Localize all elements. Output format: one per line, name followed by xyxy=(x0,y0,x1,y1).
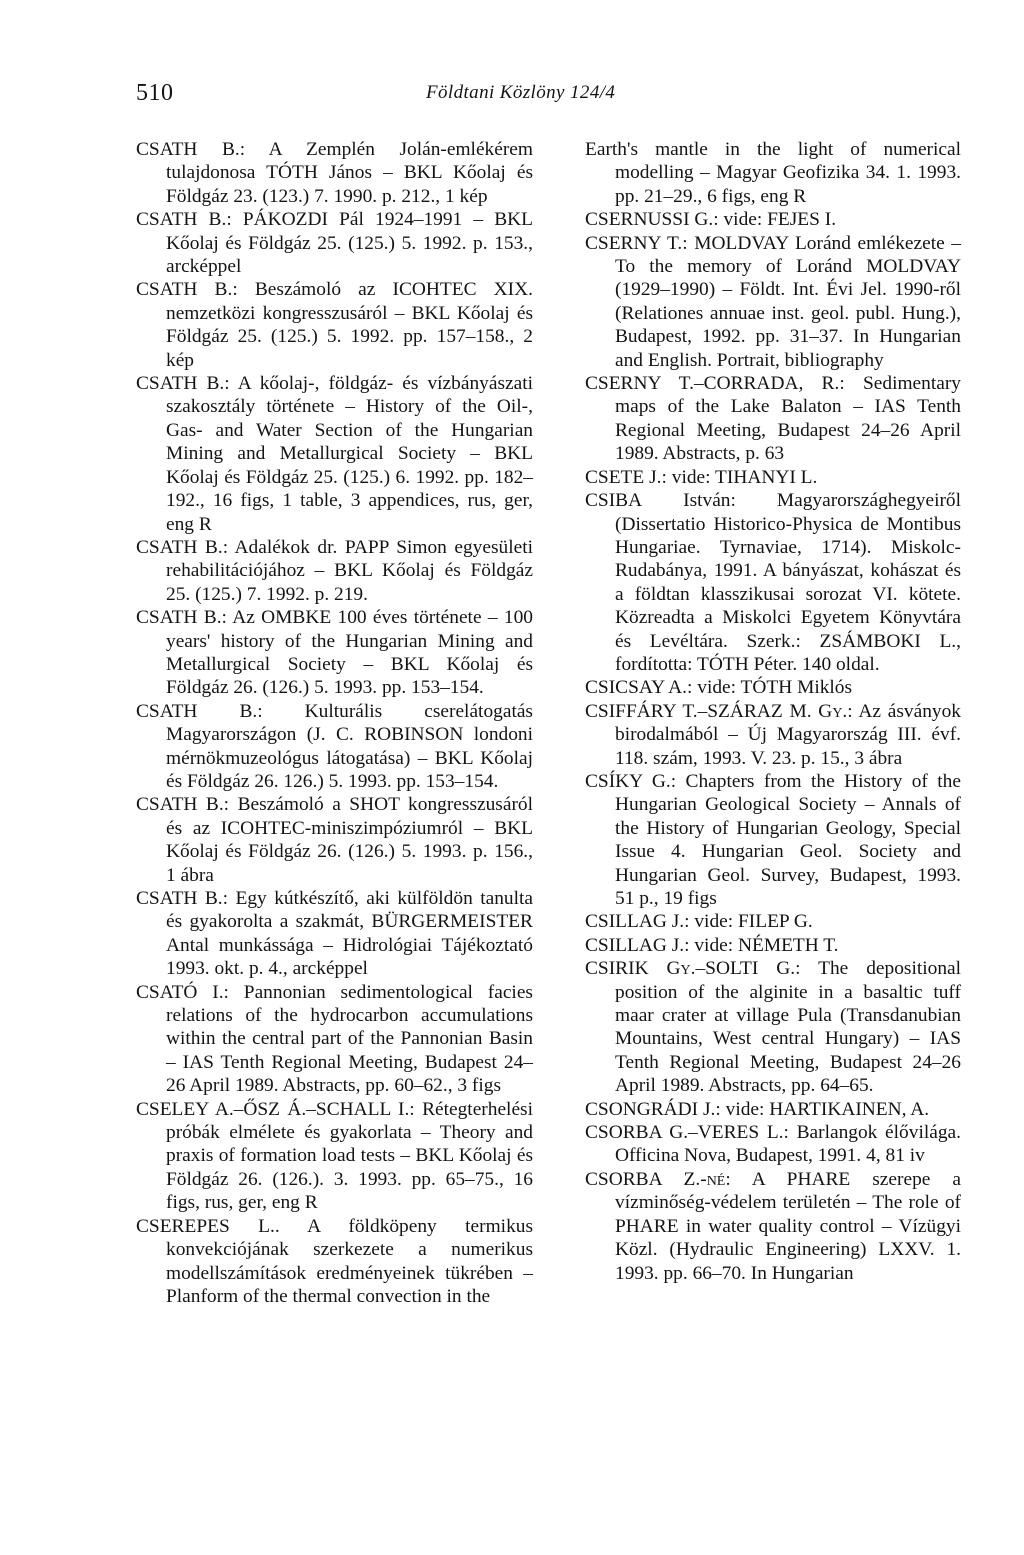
entry-text: The depositional position of the alginite in a basaltic tuff maar crater at village Pula (Transdanubian Mountains, West central Hungary) – IAS Tenth Regional Meeting, Budapest 24–26 April 1989. Abstracts, pp. 64–65. xyxy=(615,958,962,1097)
entry-text: Barlangok élővilága. Officina Nova, Budapest, 1991. 4, 81 iv xyxy=(615,1122,961,1167)
bibliography-entry xyxy=(136,887,533,981)
page-header xyxy=(0,80,1024,112)
entry-text: Beszámoló a SHOT kongresszusáról és az ICOHTEC-miniszimpóziumról – BKL Kőolaj és Földgáz 26. (126.) 5. 1993. p. 156., 1 ábra xyxy=(166,794,533,886)
bibliography-entry xyxy=(136,138,533,208)
entry-author: CSORBA G.–VERES L.: xyxy=(585,1122,789,1144)
entry-author: CSIRIK Gy.–SOLTI G.: xyxy=(585,958,801,980)
bibliography-entry xyxy=(136,793,533,887)
entry-text: Pannonian sedimentological facies relations of the hydrocarbon accumulations within the central part of the Pannonian Basin – IAS Tenth Regional Meeting, Budapest 24–26 April 1989. Abstracts, pp. 60–62., 3 figs xyxy=(166,981,533,1097)
entry-text: Adalékok dr. PAPP Simon egyesületi rehabilitációjához – BKL Kőolaj és Földgáz 25. (125.) 7. 1992. p. 219. xyxy=(166,536,533,605)
bibliography-entry xyxy=(585,770,961,910)
entry-author: CSERNY T.–CORRADA, R.: xyxy=(585,373,845,395)
entry-author: CSATH B.: xyxy=(136,373,230,395)
bibliography-entry xyxy=(585,232,961,372)
page-number: 510 xyxy=(136,80,174,106)
left-column xyxy=(136,138,533,1308)
entry-text: Earth's mantle in the light of numerical modelling – Magyar Geofizika 34. 1. 1993. pp. 21–29., 6 figs, eng R xyxy=(585,139,961,207)
entry-text: A földköpeny termikus konvekciójának szerkezete a numerikus modellszámítások eredményeinek tükrében – Planform of the thermal convection in the xyxy=(166,1215,533,1307)
entry-text: Chapters from the History of the Hungarian Geological Society – Annals of the History of Hungarian Geology, Special Issue 4. Hungarian Geol. Society and Hungarian Geol. Survey, Budapest, 1993. 51 p., 19 figs xyxy=(615,770,961,909)
entry-text: István: Magyarországhegyeiről (Dissertatio Historico-Physica de Montibus Hungariae. Tyrnaviae, 1714). Miskolc-Rudabánya, 1991. A bányászat, kohászat és a földtan klasszikusai sorozat VI. kötete. Közreadta a Miskolci Egyetem Könyvtára és Levéltára. Szerk.: ZSÁMBOKI L., fordította: TÓTH Péter. 140 oldal. xyxy=(615,490,961,675)
bibliography-entry xyxy=(585,934,961,957)
entry-author: CSIFFÁRY T.–SZÁRAZ M. Gy.: xyxy=(585,700,853,722)
bibliography-entry xyxy=(136,1098,533,1215)
running-head: Földtani Közlöny 124/4 xyxy=(426,82,616,103)
entry-author: CSATÓ I.: xyxy=(136,981,229,1003)
entry-text: PÁKOZDI Pál 1924–1991 – BKL Kőolaj és Földgáz 25. (125.) 5. 1992. p. 153., arcképpel xyxy=(166,209,533,278)
entry-text: vide: TIHANYI L. xyxy=(671,466,818,488)
entry-text: MOLDVAY Loránd emlékezete – To the memory of Loránd MOLDVAY (1929–1990) – Földt. Int. Évi Jel. 1990-ről (Relationes annuae inst. geol. publ. Hung.), Budapest, 1992. pp. 31–37. In Hungarian and English. Portrait, bibliography xyxy=(615,232,962,371)
entry-text: Kulturális cserelátogatás Magyarországon (J. C. ROBINSON londoni mérnökmuzeológus látogatása) – BKL Kőolaj és Földgáz 26. 126.) 5. 1993. pp. 153–154. xyxy=(166,700,533,792)
bibliography-entry xyxy=(585,1168,961,1285)
bibliography-entry xyxy=(136,700,533,794)
entry-author: CSERNUSSI G.: xyxy=(585,209,719,231)
bibliography-entry xyxy=(136,372,533,536)
bibliography-entry xyxy=(585,700,961,770)
bibliography-entry xyxy=(136,981,533,1098)
entry-author: CSÍKY G.: xyxy=(585,770,677,792)
entry-author: CSATH B.: xyxy=(136,607,227,629)
right-column xyxy=(585,138,961,1285)
entry-text: vide: HARTIKAINEN, A. xyxy=(725,1098,930,1120)
entry-author: CSATH B.: xyxy=(136,888,229,909)
entry-author: CSIBA xyxy=(585,490,643,512)
bibliography-entry xyxy=(136,278,533,372)
entry-author: CSILLAG J.: xyxy=(585,934,690,956)
bibliography-entry xyxy=(585,208,961,231)
entry-author: CSATH B.: xyxy=(136,279,238,301)
bibliography-entry xyxy=(585,466,961,489)
entry-text: Beszámoló az ICOHTEC XIX. nemzetközi kongresszusáról – BKL Kőolaj és Földgáz 25. (125.) 5. 1992. pp. 157–158., 2 kép xyxy=(166,279,533,371)
entry-text: vide: FILEP G. xyxy=(694,911,813,933)
entry-author: CSATH B.: xyxy=(136,794,230,816)
entry-author: CSERNY T.: xyxy=(585,232,688,254)
bibliography-entry xyxy=(585,1098,961,1121)
entry-text: A Zemplén Jolán-emlékérem tulajdonosa TÓTH János – BKL Kőolaj és Földgáz 23. (123.) 7. 1990. p. 212., 1 kép xyxy=(166,139,533,207)
entry-author: CSICSAY A.: xyxy=(585,677,693,699)
entry-text: Sedimentary maps of the Lake Balaton – IAS Tenth Regional Meeting, Budapest 24–26 April 1989. Abstracts, p. 63 xyxy=(615,373,961,465)
entry-author: CSATH B.: xyxy=(136,139,246,160)
entry-author: CSELEY A.–ŐSZ Á.–SCHALL I.: xyxy=(136,1098,415,1120)
bibliography-entry xyxy=(136,1215,533,1309)
entry-author: CSATH B.: xyxy=(136,536,229,558)
bibliography-entry xyxy=(136,536,533,606)
bibliography-entry xyxy=(585,138,961,208)
bibliography-entry xyxy=(585,372,961,466)
entry-author: CSATH B.: xyxy=(136,209,232,231)
entry-author: CSILLAG J.: xyxy=(585,911,690,933)
entry-text: vide: TÓTH Miklós xyxy=(697,677,853,699)
entry-text: Egy kútkészítő, aki külföldön tanulta és gyakorolta a szakmát, BÜRGERMEISTER Antal munkássága – Hidrológiai Tájékoztató 1993. okt. p. 4., arcképpel xyxy=(166,888,533,980)
bibliography-entry xyxy=(585,676,961,699)
entry-text: A kőolaj-, földgáz- és vízbányászati szakosztály története – History of the Oil-, Gas- and Water Section of the Hungarian Mining and Metallurgical Society – BKL Kőolaj és Földgáz 25. (125.) 6. 1992. pp. 182–192., 16 figs, 1 table, 3 appendices, rus, ger, eng R xyxy=(166,373,533,535)
bibliography-entry xyxy=(585,910,961,933)
entry-text: vide: NÉMETH T. xyxy=(694,934,839,956)
entry-author: CSETE J.: xyxy=(585,466,667,488)
bibliography-entry xyxy=(585,957,961,1097)
bibliography-entry xyxy=(136,208,533,278)
entry-author: CSATH B.: xyxy=(136,700,263,722)
entry-text: vide: FEJES I. xyxy=(723,209,837,231)
entry-author: CSORBA Z.-né: xyxy=(585,1168,731,1190)
entry-text: A PHARE szerepe a vízminőség-védelem területén – The role of PHARE in water quality control – Vízügyi Közl. (Hydraulic Engineering) LXXV. 1. 1993. pp. 66–70. In Hungarian xyxy=(615,1168,961,1284)
bibliography-entry xyxy=(585,1121,961,1168)
entry-text: Az ásványok birodalmából – Új Magyarország III. évf. 118. szám, 1993. V. 23. p. 15., 3 ábra xyxy=(615,700,961,769)
entry-author: CSEREPES L.. xyxy=(136,1215,280,1237)
entry-text: Rétegterhelési próbák elmélete és gyakorlata – Theory and praxis of formation load tests – BKL Kőolaj és Földgáz 26. (126.). 3. 1993. pp. 65–75., 16 figs, rus, ger, eng R xyxy=(166,1098,533,1214)
entry-text: Az OMBKE 100 éves története – 100 years' history of the Hungarian Mining and Metallurgical Society – BKL Kőolaj és Földgáz 26. (126.) 5. 1993. pp. 153–154. xyxy=(166,607,534,699)
bibliography-entry xyxy=(585,489,961,676)
bibliography-entry xyxy=(136,606,533,700)
entry-author: CSONGRÁDI J.: xyxy=(585,1098,721,1120)
